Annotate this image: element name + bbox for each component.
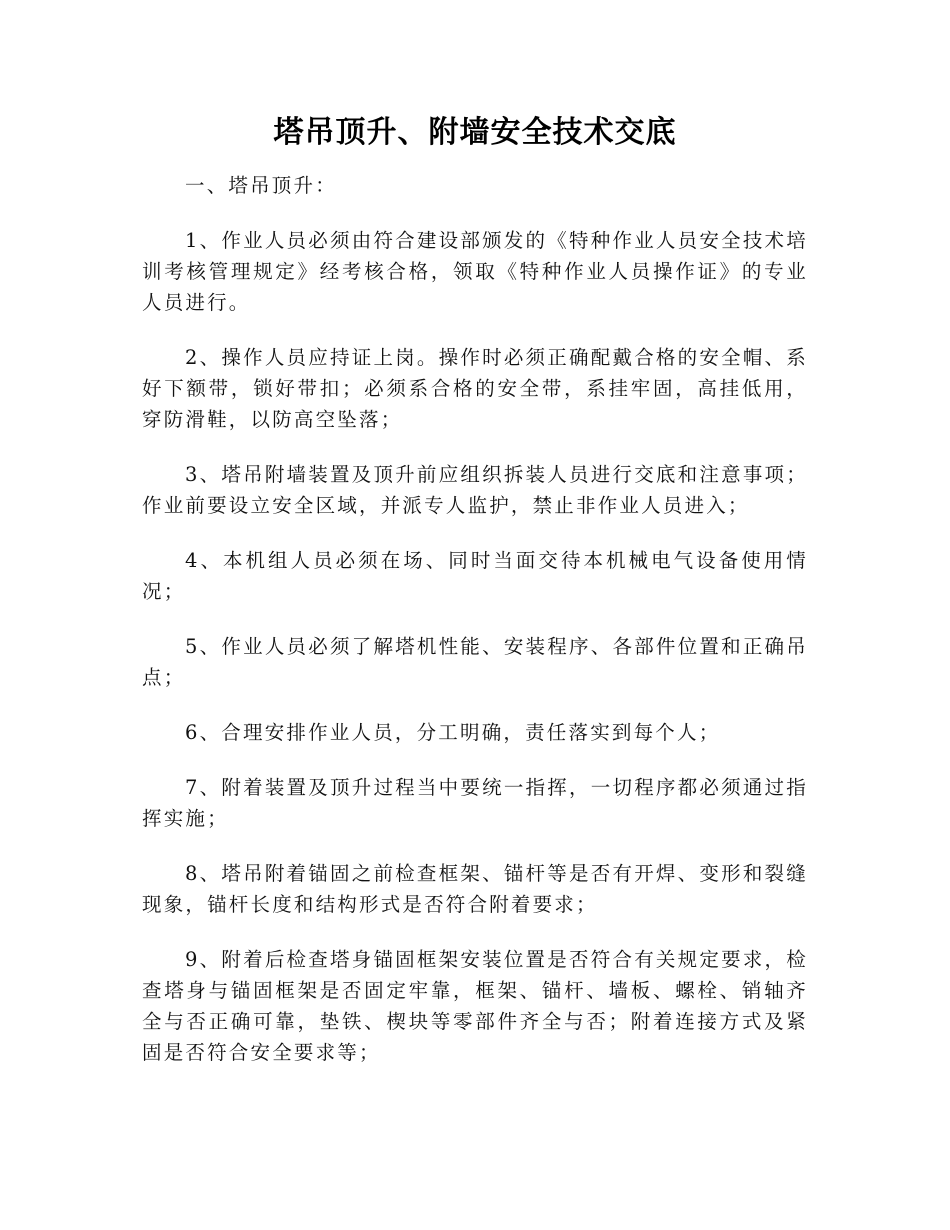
paragraph-6: 6、合理安排作业人员，分工明确，责任落实到每个人； — [185, 721, 721, 744]
paragraph-7: 7、附着装置及顶升过程当中要统一指挥，一切程序都必须通过指挥实施； — [142, 776, 808, 830]
paragraph-3: 3、塔吊附墙装置及顶升前应组织拆装人员进行交底和注意事项；作业前要设立安全区域，并派专人监护，禁止非作业人员进入； — [142, 463, 808, 517]
paragraph-9: 9、附着后检查塔身锚固框架安装位置是否符合有关规定要求，检查塔身与锚固框架是否固定牢靠，框架、锚杆、墙板、螺栓、销轴齐全与否正确可靠，垫铁、楔块等零部件齐全与否；附着连接方式及紧固是否符合安全要求等； — [142, 948, 808, 1064]
document-title: 塔吊顶升、附墙安全技术交底 — [273, 115, 677, 150]
paragraph-1: 1、作业人员必须由符合建设部颁发的《特种作业人员安全技术培训考核管理规定》经考核合格，领取《特种作业人员操作证》的专业人员进行。 — [142, 229, 808, 314]
paragraph-4: 4、本机组人员必须在场、同时当面交待本机械电气设备使用情况； — [142, 549, 808, 603]
paragraph-8: 8、塔吊附着锚固之前检查框架、锚杆等是否有开焊、变形和裂缝现象，锚杆长度和结构形式是否符合附着要求； — [142, 862, 808, 916]
section-heading: 一、塔吊顶升： — [185, 174, 337, 197]
paragraph-2: 2、操作人员应持证上岗。操作时必须正确配戴合格的安全帽、系好下额带，锁好带扣；必须系合格的安全带，系挂牢固，高挂低用，穿防滑鞋，以防高空坠落； — [142, 346, 808, 431]
document-body — [142, 170, 808, 1068]
paragraph-5: 5、作业人员必须了解塔机性能、安装程序、各部件位置和正确吊点； — [142, 635, 808, 689]
